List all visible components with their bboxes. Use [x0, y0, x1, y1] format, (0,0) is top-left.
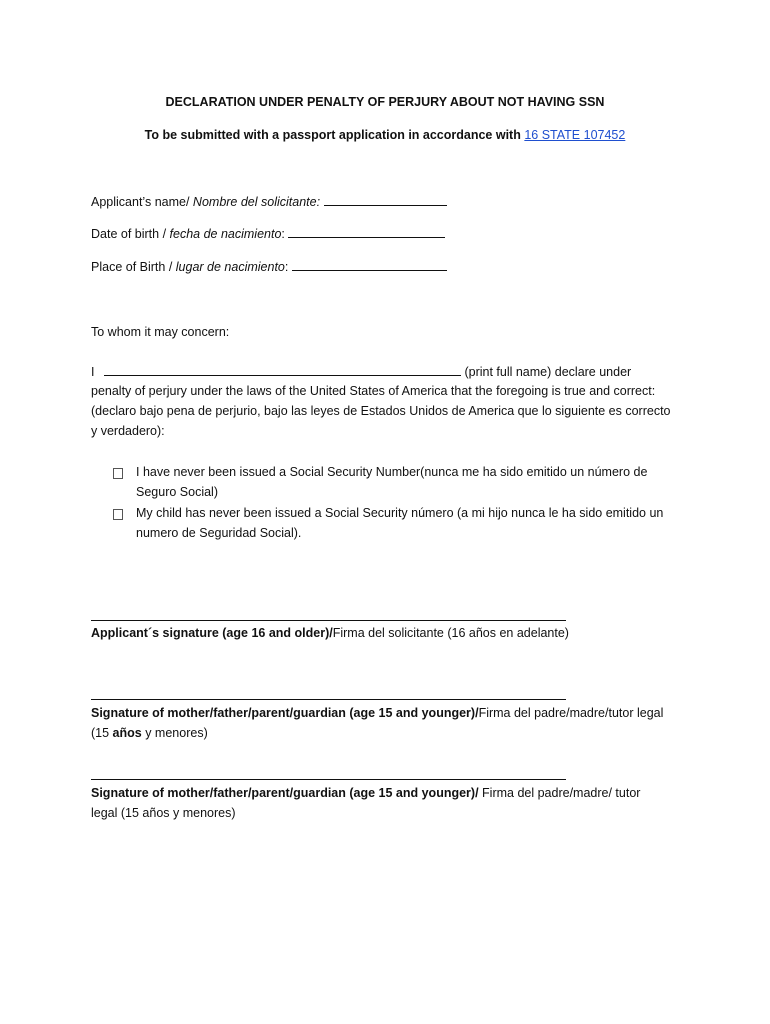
option-2-checkbox[interactable]: [113, 509, 123, 520]
declaration-line-4: y verdadero):: [91, 424, 165, 438]
pob-label: Place of Birth /: [91, 260, 173, 274]
dob-label: Date of birth /: [91, 227, 167, 241]
applicant-name-label-es: Nombre del solicitante:: [192, 195, 321, 209]
pob-colon: :: [284, 260, 289, 274]
pob-label-es: lugar de nacimiento: [175, 260, 285, 274]
guardian-signature-label-1: [91, 706, 663, 720]
place-of-birth-field: [91, 259, 447, 274]
applicant-signature-label-es: Firma del solicitante (16 años en adelante): [332, 626, 569, 640]
applicant-name-label: Applicant’s name/: [91, 195, 190, 209]
salutation: To whom it may concern:: [91, 325, 230, 339]
declarant-suffix: (print full name) declare under: [464, 365, 632, 379]
option-1-line-1: I have never been issued a Social Security Number(nunca me ha sido emitido un número de: [136, 465, 648, 479]
guardian-signature-line-2[interactable]: [91, 779, 566, 780]
dob-blank[interactable]: [288, 226, 445, 238]
option-2-line-2: numero de Seguridad Social).: [136, 526, 302, 540]
applicant-signature-label: [91, 626, 569, 640]
dob-label-es: fecha de nacimiento: [169, 227, 282, 241]
guardian-1-line2-a: (15: [91, 726, 113, 740]
applicant-signature-line[interactable]: [91, 620, 566, 621]
full-name-blank[interactable]: [104, 364, 461, 376]
guardian-1-line2-b: años: [112, 726, 142, 740]
guardian-signature-line-1[interactable]: [91, 699, 566, 700]
option-2-line-1: My child has never been issued a Social Security número (a mi hijo nunca le ha sido emitido un: [136, 506, 664, 520]
document-subtitle: [0, 128, 770, 142]
dob-colon: :: [281, 227, 285, 241]
declaration-line-3: (declaro bajo pena de perjurio, bajo las leyes de Estados Unidos de America que lo siguiente es correcto: [91, 404, 671, 418]
guardian-signature-label-2-line-2: legal (15 años y menores): [91, 806, 236, 820]
guardian-1-label-es: Firma del padre/madre/tutor legal: [478, 706, 664, 720]
option-1-line-2: Seguro Social): [136, 485, 218, 499]
reference-link[interactable]: 16 STATE 107452: [524, 128, 626, 142]
applicant-signature-label-en: Applicant´s signature (age 16 and older)/: [91, 626, 333, 640]
guardian-signature-label-2: [91, 786, 640, 800]
declaration-line-2: penalty of perjury under the laws of the United States of America that the foregoing is true and correct:: [91, 384, 656, 398]
guardian-1-label-en: Signature of mother/father/parent/guardian (age 15 and younger)/: [91, 706, 479, 720]
date-of-birth-field: [91, 226, 445, 241]
guardian-1-line2-c: y menores): [141, 726, 208, 740]
applicant-name-field: [91, 194, 447, 209]
document-title: DECLARATION UNDER PENALTY OF PERJURY ABOUT NOT HAVING SSN: [165, 95, 605, 109]
applicant-name-blank[interactable]: [324, 194, 447, 206]
guardian-signature-label-1-line-2: [91, 726, 208, 740]
pob-blank[interactable]: [292, 259, 447, 271]
declarant-prefix: I: [91, 365, 95, 379]
option-1-checkbox[interactable]: [113, 468, 123, 479]
guardian-2-label-en: Signature of mother/father/parent/guardian (age 15 and younger)/: [91, 786, 479, 800]
guardian-2-label-es: Firma del padre/madre/ tutor: [478, 786, 641, 800]
subtitle-text: To be submitted with a passport application in accordance with: [144, 128, 521, 142]
declarant-line: [91, 364, 631, 379]
